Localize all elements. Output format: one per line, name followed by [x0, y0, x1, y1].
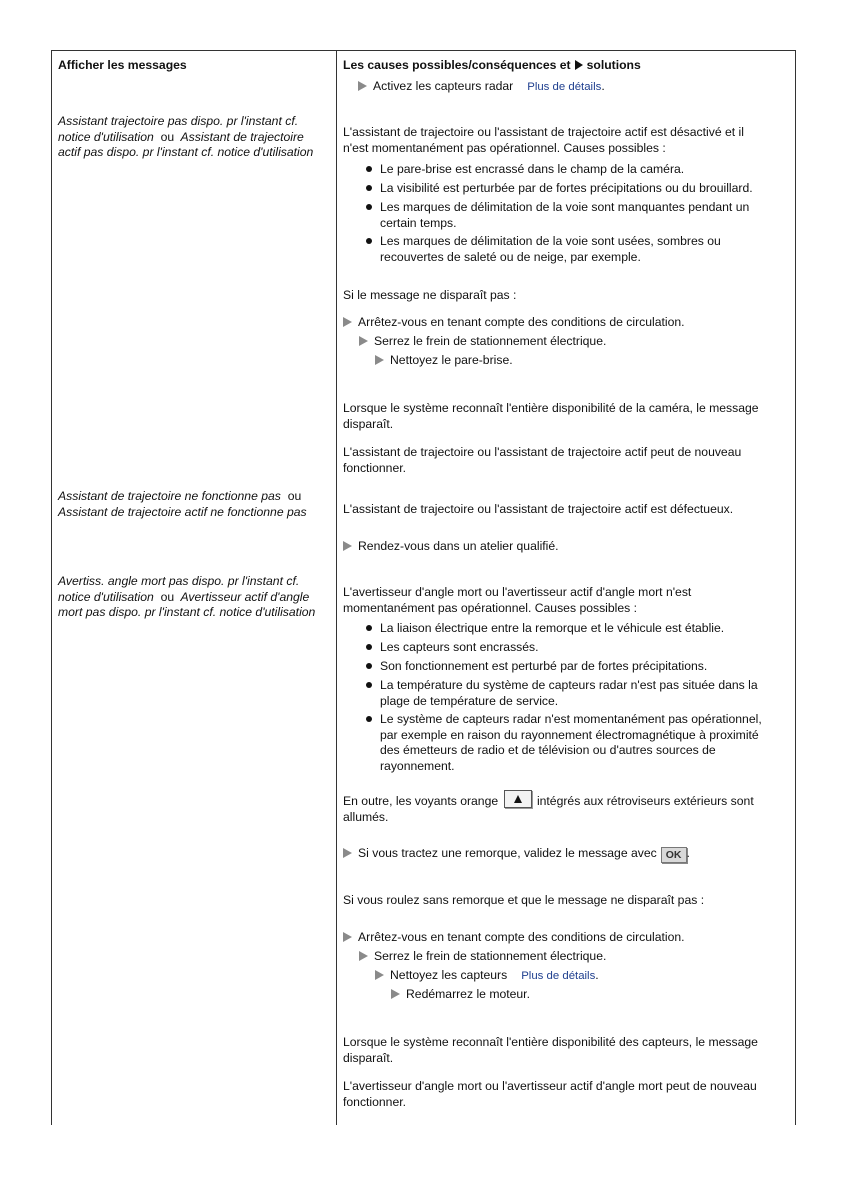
step-1: Arrêtez-vous en tenant compte des conditions de circulation.	[343, 315, 685, 331]
message-line: notice d'utilisation ou Assistant de trajectoire	[58, 129, 304, 144]
cause-item: Les marques de délimitation de la voie sont manquantes pendant un certain temps.	[380, 200, 750, 230]
radar-step-text: Activez les capteurs radar	[373, 79, 514, 93]
trailer-step: Si vous tractez une remorque, validez le message avec OK .	[343, 846, 690, 863]
column-header-solutions-text: solutions	[586, 58, 641, 72]
section1-intro: L'assistant de trajectoire ou l'assistant de trajectoire actif est désactivé et il n'est momentanément pas opérationnel. Causes possibles :	[343, 125, 744, 155]
bullet-icon	[366, 185, 372, 191]
bullet-icon	[366, 716, 372, 722]
cause-item: Les marques de délimitation de la voie sont usées, sombres ou recouvertes de saleté ou de neige, par exemple.	[380, 234, 721, 264]
bullet-icon	[366, 204, 372, 210]
bullet-icon	[366, 238, 372, 244]
step-2: Serrez le frein de stationnement électrique.	[359, 949, 606, 965]
details-link[interactable]: Plus de détails	[521, 970, 596, 982]
recognition-note: Lorsque le système reconnaît l'entière disponibilité de la caméra, le message disparaît.	[343, 401, 759, 431]
solution-arrow-icon	[575, 60, 583, 70]
table-left-border	[51, 50, 52, 1125]
section3-intro: L'avertisseur d'angle mort ou l'avertisseur actif d'angle mort n'est momentanément pas opérationnel. Causes possibles :	[343, 585, 692, 615]
step-arrow-icon	[359, 336, 368, 346]
table-top-border	[51, 50, 796, 51]
bullet-icon	[366, 663, 372, 669]
section2-step: Rendez-vous dans un atelier qualifié.	[343, 539, 559, 555]
function-again-note: L'assistant de trajectoire ou l'assistant de trajectoire actif peut de nouveau fonctionner.	[343, 445, 742, 475]
step-arrow-icon	[343, 317, 352, 327]
cause-item: Son fonctionnement est perturbé par de fortes précipitations.	[380, 659, 708, 673]
bullet-icon	[366, 625, 372, 631]
step-arrow-icon	[375, 970, 384, 980]
step-arrow-icon	[359, 951, 368, 961]
message-line: actif pas dispo. pr l'instant cf. notice d'utilisation	[58, 145, 314, 159]
cause-item: La liaison électrique entre la remorque et le véhicule est établie.	[380, 621, 725, 635]
cause-item: La visibilité est perturbée par de fortes précipitations ou du brouillard.	[380, 181, 753, 195]
column-header-messages: Afficher les messages	[58, 58, 187, 72]
step-arrow-icon	[391, 989, 400, 999]
bullet-icon	[366, 682, 372, 688]
step-4: Redémarrez le moteur.	[391, 987, 530, 1003]
message-blind-spot-unavailable: Avertiss. angle mort pas dispo. pr l'instant cf. notice d'utilisation ou Avertisseur actif d'angle mort pas dispo. pr l'instant cf. notice d'utilisation	[58, 574, 316, 619]
cause-item: Les capteurs sont encrassés.	[380, 640, 539, 654]
step-arrow-icon	[358, 81, 367, 91]
no-trailer-note: Si vous roulez sans remorque et que le message ne disparaît pas :	[343, 893, 705, 907]
step-arrow-icon	[343, 848, 352, 858]
message-lane-assist-unavailable	[58, 114, 333, 161]
table-right-border	[795, 50, 796, 1125]
warning-lights-note: En outre, les voyants orange intégrés aux rétroviseurs extérieurs sont allumés.	[343, 790, 754, 825]
table-column-divider	[336, 50, 337, 1125]
step-3: Nettoyez les capteurs Plus de détails.	[375, 968, 599, 985]
section2-cause: L'assistant de trajectoire ou l'assistant de trajectoire actif est défectueux.	[343, 502, 734, 516]
step-2: Serrez le frein de stationnement électrique.	[359, 334, 606, 350]
column-header-causes	[343, 58, 641, 74]
message-line: Assistant trajectoire pas dispo. pr l'instant cf.	[58, 114, 299, 128]
function-again-note: L'avertisseur d'angle mort ou l'avertisseur actif d'angle mort peut de nouveau fonctionner.	[343, 1079, 757, 1109]
if-message-persists: Si le message ne disparaît pas :	[343, 288, 517, 302]
details-link[interactable]: Plus de détails	[527, 81, 602, 93]
recognition-note: Lorsque le système reconnaît l'entière disponibilité des capteurs, le message disparaît.	[343, 1035, 758, 1065]
cause-item: Le système de capteurs radar n'est momentanément pas opérationnel, par exemple en raison du rayonnement électromagnétique à proximité des émetteurs de radio et de télévision ou d'autres sources de rayonnement.	[380, 712, 762, 773]
column-header-causes-text: Les causes possibles/conséquences et	[343, 58, 571, 72]
step-arrow-icon	[343, 541, 352, 551]
step-3: Nettoyez le pare-brise.	[375, 353, 513, 369]
warning-triangle-icon	[504, 790, 532, 808]
step-arrow-icon	[375, 355, 384, 365]
cause-item: La température du système de capteurs radar n'est pas située dans la plage de température de service.	[380, 678, 758, 708]
bullet-icon	[366, 644, 372, 650]
ok-button-icon: OK	[661, 847, 687, 863]
radar-step: Activez les capteurs radar Plus de détails.	[358, 79, 605, 96]
step-arrow-icon	[343, 932, 352, 942]
step-1: Arrêtez-vous en tenant compte des conditions de circulation.	[343, 930, 685, 946]
bullet-icon	[366, 166, 372, 172]
cause-item: Le pare-brise est encrassé dans le champ de la caméra.	[380, 162, 685, 176]
message-lane-assist-failure: Assistant de trajectoire ne fonctionne pas ou Assistant de trajectoire actif ne fonctionne pas	[58, 489, 307, 519]
